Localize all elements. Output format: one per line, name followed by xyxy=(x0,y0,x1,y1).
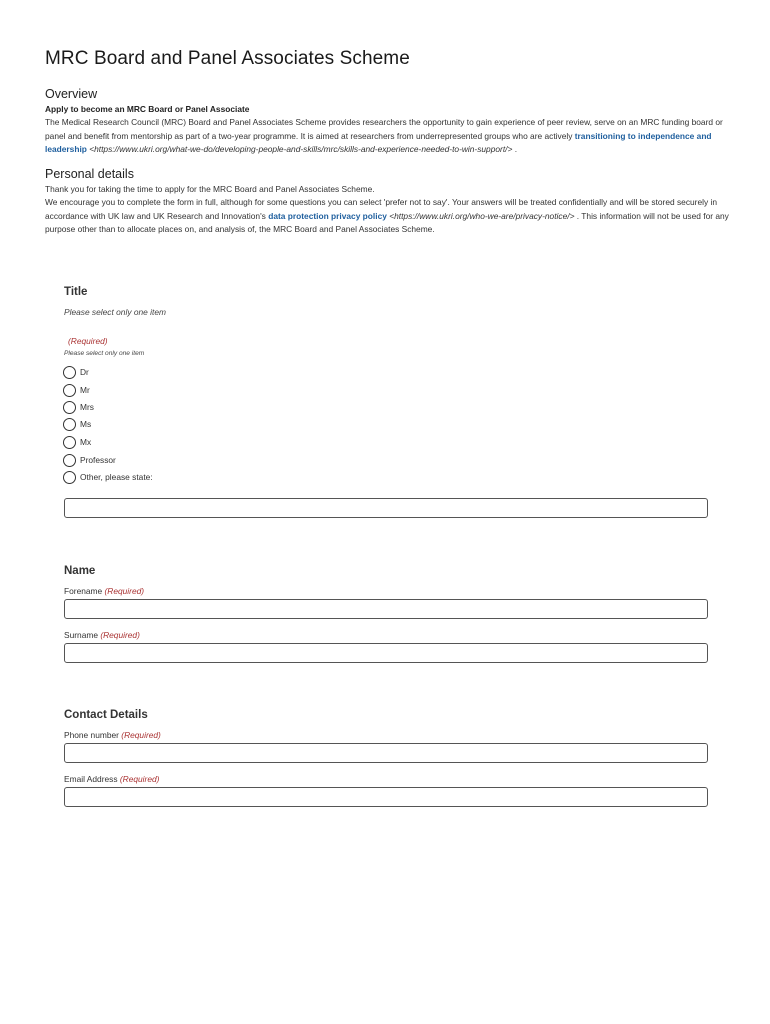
email-label xyxy=(64,774,159,784)
forename-input[interactable] xyxy=(64,599,708,619)
overview-text xyxy=(45,116,735,156)
title-option-mr[interactable] xyxy=(63,382,90,398)
page-title: MRC Board and Panel Associates Scheme xyxy=(45,48,410,69)
radio-label: Mx xyxy=(80,437,92,447)
radio-button[interactable] xyxy=(63,418,76,431)
radio-label: Mrs xyxy=(80,402,94,412)
radio-label: Dr xyxy=(80,367,89,377)
contact-group-heading: Contact Details xyxy=(64,709,148,721)
title-option-dr[interactable] xyxy=(63,364,89,380)
title-hint-small: Please select only one item xyxy=(64,350,145,357)
radio-label: Other, please state: xyxy=(80,472,153,482)
title-hint: Please select only one item xyxy=(64,307,166,317)
title-other-input[interactable] xyxy=(64,498,708,518)
forename-label xyxy=(64,586,144,596)
email-input[interactable] xyxy=(64,787,708,807)
title-option-ms[interactable] xyxy=(63,416,91,432)
personal-details-heading: Personal details xyxy=(45,167,134,181)
personal-details-text-end: . This information will not be used for any purpose other than to allocate places on, and analysis of, the MRC Board and Panel Associates Scheme. xyxy=(45,210,729,235)
phone-required: (Required) xyxy=(121,730,161,740)
personal-details-text-start: We encourage you to complete the form in full, although for some questions you can select 'prefer not to say'. Your answers will be treated confidentially and will be stored securely in accordance with UK law and UK Research and Innovation's xyxy=(45,197,718,221)
radio-label: Professor xyxy=(80,455,116,465)
independence-leadership-link[interactable]: transitioning to independence and leadership xyxy=(45,130,712,155)
overview-text-end: . xyxy=(512,144,518,155)
forename-label-text: Forename xyxy=(64,586,103,596)
title-group-heading: Title xyxy=(64,286,88,298)
overview-text-start: The Medical Research Council (MRC) Board and Panel Associates Scheme provides researchers the opportunity to gain experience of peer review, serve on an MRC funding board or panel and benefit from mentorship as part of a two-year programme. It is aimed at researchers from underrepresented groups who are actively xyxy=(45,117,723,141)
surname-required: (Required) xyxy=(100,630,140,640)
title-option-other[interactable] xyxy=(63,469,153,485)
personal-details-block xyxy=(45,183,735,237)
email-required: (Required) xyxy=(119,774,160,784)
radio-button[interactable] xyxy=(63,454,76,467)
title-option-mx[interactable] xyxy=(63,434,91,450)
phone-input[interactable] xyxy=(64,743,708,763)
email-label-text: Email Address xyxy=(64,774,118,784)
overview-block xyxy=(45,103,735,157)
privacy-policy-link[interactable]: data protection privacy policy xyxy=(268,210,387,221)
title-required-label: (Required) xyxy=(68,336,108,346)
radio-label: Mr xyxy=(80,385,90,395)
independence-leadership-url: <https://www.ukri.org/what-we-do/developing-people-and-skills/mrc/skills-and-experience-needed-to-win-support/> xyxy=(89,144,513,155)
surname-label xyxy=(64,630,140,640)
privacy-policy-url: <https://www.ukri.org/who-we-are/privacy-notice/> xyxy=(386,210,575,221)
surname-label-text: Surname xyxy=(64,630,98,640)
radio-button[interactable] xyxy=(63,401,76,414)
phone-label xyxy=(64,730,161,740)
radio-button[interactable] xyxy=(63,436,76,449)
radio-button[interactable] xyxy=(63,384,76,397)
overview-heading: Overview xyxy=(45,87,98,101)
forename-required: (Required) xyxy=(104,586,145,596)
radio-button[interactable] xyxy=(63,366,76,379)
surname-input[interactable] xyxy=(64,643,708,663)
personal-details-para2 xyxy=(45,196,735,236)
title-option-professor[interactable] xyxy=(63,452,116,468)
personal-details-para1: Thank you for taking the time to apply for the MRC Board and Panel Associates Scheme. xyxy=(45,184,375,194)
title-option-mrs[interactable] xyxy=(63,399,94,415)
radio-label: Ms xyxy=(80,419,92,429)
radio-button[interactable] xyxy=(63,471,76,484)
phone-label-text: Phone number xyxy=(64,730,119,740)
name-group-heading: Name xyxy=(64,565,96,577)
overview-subheading: Apply to become an MRC Board or Panel Associate xyxy=(45,104,250,114)
